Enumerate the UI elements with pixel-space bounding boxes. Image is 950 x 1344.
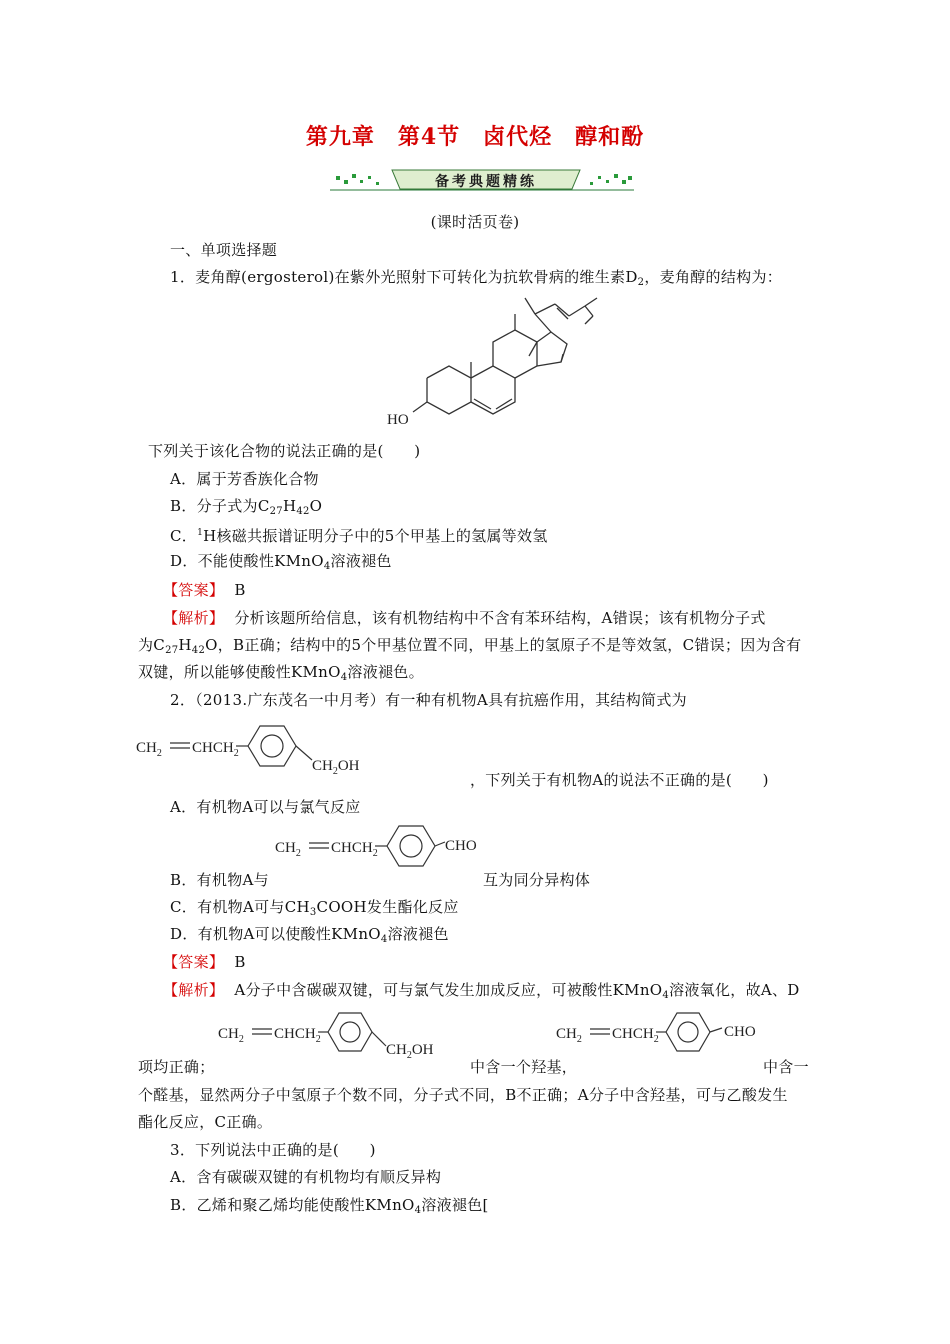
q1-option-c — [170, 523, 548, 546]
q2-structure-a — [136, 712, 376, 782]
svg-text:CH2OH — [312, 758, 360, 777]
q2d-chch-sub: 2 — [653, 1034, 659, 1045]
q2a-chch: CHCH — [192, 740, 234, 756]
q2a-ch2-sub: 2 — [156, 748, 162, 759]
q1-option-b-sub1: 27 — [269, 506, 283, 517]
q2c-chch: CHCH — [274, 1026, 316, 1042]
q2c-oh: OH — [411, 1042, 434, 1058]
q2-analysis-tag: 【解析】 — [163, 981, 225, 999]
q2-analysis-line2a: 项均正确； — [138, 1058, 215, 1076]
section-heading: 一、单项选择题 — [170, 241, 278, 259]
q1-analysis2-post: O，B正确；结构中的5个甲基位置不同，甲基上的氢原子不是等效氢，C错误；因为含有 — [205, 636, 802, 654]
q1-option-a: A．属于芳香族化合物 — [170, 470, 319, 488]
q2c-ch2: CH — [218, 1026, 239, 1042]
q2-option-b-post: 互为同分异构体 — [483, 871, 591, 889]
q3-option-a: A．含有碳碳双键的有机物均有顺反异构 — [170, 1168, 442, 1186]
svg-text:CHCH2 — [274, 1026, 321, 1045]
q1-answer-value: B — [234, 581, 246, 599]
q2-analysis1-sub: 4 — [662, 990, 670, 1001]
q2-option-d-pre: D．有机物A可以使酸性KMnO — [170, 925, 381, 943]
ergosterol-skeleton — [385, 292, 605, 434]
q2d-chch: CHCH — [612, 1026, 654, 1042]
q1-answer-tag: 【答案】 — [163, 581, 225, 599]
q2-option-c — [170, 897, 459, 923]
q1-analysis-tag: 【解析】 — [163, 609, 225, 627]
ergosterol-structure — [385, 292, 605, 434]
q1-stem-tail: ，麦角醇的结构为： — [644, 268, 783, 286]
q2-option-d — [170, 924, 449, 950]
q2a-chch-sub: 2 — [233, 748, 239, 759]
q1-option-b-mid: H — [282, 497, 297, 515]
q1-option-d-post: 溶液褪色 — [330, 552, 392, 570]
q1-analysis-text1: 分析该题所给信息，该有机物结构中不含有苯环结构，A错误；该有机物分子式 — [234, 609, 766, 627]
q2b-chch-sub: 2 — [372, 848, 378, 859]
page-title: 第九章 第4节 卤代烃 醇和酚 — [305, 124, 645, 150]
q1-option-c-sup: 1 — [197, 528, 204, 538]
q2b-ch2-sub: 2 — [295, 848, 301, 859]
q2-analysis-line3: 个醛基，显然两分子中氢原子个数不同，分子式不同，B不正确；A分子中含羟基，可与乙酸发生 — [138, 1086, 788, 1104]
q1-option-d-pre: D．不能使酸性KMnO — [170, 552, 324, 570]
svg-text:CH2 — [136, 740, 162, 759]
section-banner — [322, 168, 642, 194]
q2-option-c-sub: 3 — [309, 907, 317, 918]
svg-text:CHCH2 — [331, 840, 378, 859]
q2-analysis-line2b: 中含一个羟基， — [470, 1058, 578, 1076]
q2-analysis-line2c: 中含一 — [763, 1058, 809, 1076]
svg-text:CH2 — [218, 1026, 244, 1045]
q2-option-c-pre: C．有机物A可与CH — [170, 898, 310, 916]
q1-analysis3-post: 溶液褪色。 — [347, 663, 424, 681]
q1-stem-sub: 2 — [637, 277, 645, 288]
q1-option-c-pre: C． — [170, 527, 198, 545]
q1-question: 下列关于该化合物的说法正确的是( ) — [148, 442, 421, 460]
q1-option-d-sub: 4 — [323, 561, 331, 572]
q2a-ch2oh-sub: 2 — [332, 766, 338, 777]
q2a-ch2oh: CH — [312, 758, 333, 774]
q1-analysis-line1 — [163, 608, 766, 628]
q3-stem: 3．下列说法中正确的是( ) — [170, 1141, 376, 1159]
q3-option-b — [170, 1195, 489, 1221]
q1-analysis2-sub1: 27 — [165, 645, 179, 656]
q2-analysis1-post: 溶液氧化，故A、D — [669, 981, 800, 999]
svg-text:CH2OH — [386, 1042, 434, 1061]
q2d-ch2-sub: 2 — [576, 1034, 582, 1045]
q2-answer — [163, 952, 246, 972]
q1-analysis2-pre: 为C — [138, 636, 166, 654]
q2a-oh: OH — [337, 758, 360, 774]
q1-option-c-post: H核磁共振谱证明分子中的5个甲基上的氢属等效氢 — [203, 527, 548, 545]
q1-analysis2-sub2: 42 — [191, 645, 206, 656]
q3-option-b-post: 溶液褪色[ — [421, 1196, 489, 1214]
q2-option-b-pre: B．有机物A与 — [170, 871, 269, 889]
q1-option-b-sub2: 42 — [296, 506, 310, 517]
q1-answer — [163, 580, 246, 600]
q2c-chch-sub: 2 — [315, 1034, 321, 1045]
q1-stem-text: 1．麦角醇(ergosterol)在紫外光照射下可转化为抗软骨病的维生素D — [170, 268, 638, 286]
q2-analysis-structure-a — [218, 1008, 458, 1068]
q2-option-d-sub: 4 — [380, 934, 388, 945]
q2-option-c-post: COOH发生酯化反应 — [316, 898, 459, 916]
q2d-ch2: CH — [556, 1026, 577, 1042]
q2-stem: 2．（2013.广东茂名一中月考）有一种有机物A具有抗癌作用，其结构简式为 — [170, 691, 687, 709]
q1-analysis2-mid: H — [178, 636, 192, 654]
q2-analysis-structure-b — [556, 1010, 776, 1066]
q2-option-a: A．有机物A可以与氯气反应 — [170, 798, 361, 816]
svg-text:CHCH2 — [612, 1026, 659, 1045]
q1-stem — [170, 267, 782, 293]
page-subtitle: (课时活页卷) — [430, 213, 520, 231]
q2c-ch2-sub: 2 — [238, 1034, 244, 1045]
q2-question: ，下列关于有机物A的说法不正确的是( ) — [470, 771, 769, 789]
q2-answer-value: B — [234, 953, 246, 971]
q2-analysis1-pre: A分子中含碳碳双键，可与氯气发生加成反应，可被酸性KMnO — [234, 981, 663, 999]
q1-analysis3-pre: 双键，所以能够使酸性KMnO — [138, 663, 341, 681]
q2-answer-tag: 【答案】 — [163, 953, 225, 971]
q2a-ch2: CH — [136, 740, 157, 756]
q1-analysis-line3 — [138, 662, 424, 688]
svg-text:CHCH2 — [192, 740, 239, 759]
q2-option-d-post: 溶液褪色 — [387, 925, 449, 943]
q2b-chch: CHCH — [331, 840, 373, 856]
banner-label: 备考典题精练 — [435, 174, 537, 190]
q2-analysis-line4: 酯化反应，C正确。 — [138, 1113, 273, 1131]
q3-option-b-sub: 4 — [414, 1205, 422, 1216]
ergosterol-ho-label: HO — [387, 412, 409, 428]
q3-option-b-pre: B．乙烯和聚乙烯均能使酸性KMnO — [170, 1196, 415, 1214]
q1-option-b-pre: B．分子式为C — [170, 497, 270, 515]
svg-text:CH2 — [275, 840, 301, 859]
q2-structure-b — [275, 820, 495, 880]
q2c-ch2oh-sub: 2 — [406, 1050, 412, 1061]
svg-text:CH2 — [556, 1026, 582, 1045]
q2c-ch2oh: CH — [386, 1042, 407, 1058]
q2-analysis-line1 — [163, 980, 800, 1006]
q1-option-b-post: O — [309, 497, 323, 515]
q2b-cho: CHO — [445, 838, 477, 854]
q1-analysis-line2 — [138, 635, 801, 661]
q1-option-b — [170, 496, 322, 522]
q1-option-d — [170, 551, 392, 577]
q2b-ch2: CH — [275, 840, 296, 856]
q2d-cho: CHO — [724, 1024, 756, 1040]
q1-analysis3-sub: 4 — [340, 672, 348, 683]
